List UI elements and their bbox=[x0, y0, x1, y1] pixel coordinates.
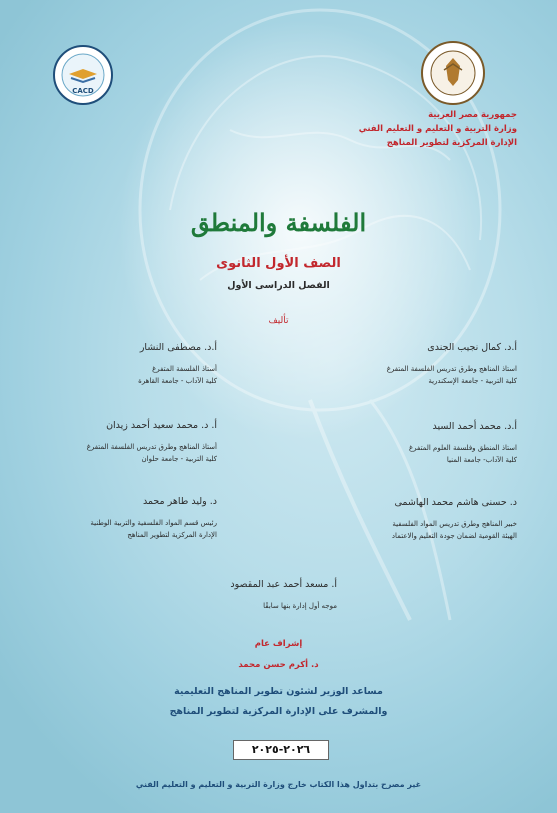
supervisor-title: والمشرف على الإدارة المركزية لتطوير المناهج bbox=[169, 706, 388, 717]
ministry-seal-icon bbox=[420, 40, 486, 106]
ministry-line: وزارة التربية و التعليم و التعليم الفني bbox=[358, 124, 517, 134]
author-entry bbox=[138, 342, 217, 387]
author-entry bbox=[387, 342, 517, 387]
author-position: استاذ المناهج وطرق تدريس الفلسفة المتفرغ bbox=[386, 365, 517, 373]
supervisor-name: د. أكرم حسن محمد bbox=[238, 660, 319, 670]
author-affiliation: كلية التربية - جامعة حلوان bbox=[141, 455, 217, 463]
cacd-logo-text: CACD bbox=[72, 87, 94, 95]
author-affiliation: الهيئة القومية لضمان جودة التعليم والاعتماد bbox=[391, 532, 517, 540]
author-entry bbox=[409, 421, 517, 466]
author-position: خبير المناهج وطرق تدريس المواد الفلسفية bbox=[392, 520, 517, 528]
author-position: أستاذ الفلسفة المتفرغ bbox=[152, 365, 217, 373]
supervision-label: إشراف عام bbox=[254, 639, 303, 649]
author-entry bbox=[392, 497, 517, 542]
author-name: أ. مسعد أحمد عبد المقصود bbox=[230, 579, 337, 590]
author-name: أ.د. مصطفى النشار bbox=[139, 342, 217, 353]
author-name: أ.د. محمد أحمد السيد bbox=[432, 421, 517, 432]
term-label: الفصل الدراسى الأول bbox=[227, 280, 330, 291]
author-affiliation: كلية الآداب- جامعة المنيا bbox=[446, 456, 517, 464]
author-affiliation: الإدارة المركزية لتطوير المناهج bbox=[127, 531, 217, 539]
author-position: استاذ المنطق وفلسفة العلوم المتفرغ bbox=[408, 444, 517, 452]
author-affiliation: كلية التربية - جامعة الإسكندرية bbox=[428, 377, 517, 385]
author-position: رئيس قسم المواد الفلسفية والتربية الوطنية bbox=[90, 519, 217, 527]
author-name: د. حسنى هاشم محمد الهاشمى bbox=[394, 497, 517, 508]
book-title: الفلسفة والمنطق bbox=[190, 208, 367, 237]
supervisor-title: مساعد الوزير لشئون تطوير المناهج التعليمية bbox=[174, 686, 383, 697]
ministry-header bbox=[317, 108, 517, 150]
footer-notice: غير مصرح بتداول هذا الكتاب خارج وزارة التربية و التعليم و التعليم الفني bbox=[135, 780, 422, 789]
author-name: أ.د. كمال نجيب الجندى bbox=[427, 342, 517, 353]
grade-label: الصف الأول الثانوى bbox=[216, 256, 341, 271]
academic-year: ٢٠٢٦-٢٠٢٥ bbox=[233, 740, 329, 760]
ministry-line: جمهورية مصر العربية bbox=[428, 110, 517, 120]
author-affiliation: كلية الآداب - جامعة القاهرة bbox=[138, 377, 217, 385]
ministry-line: الإدارة المركزية لتطوير المناهج bbox=[386, 138, 517, 148]
author-entry bbox=[230, 579, 337, 612]
cacd-logo bbox=[52, 44, 114, 106]
authored-label: تأليف bbox=[268, 316, 289, 326]
author-position: موجه أول إدارة بنها سابقًا bbox=[263, 602, 337, 610]
author-name: أ. د. محمد سعيد أحمد زيدان bbox=[106, 420, 217, 431]
author-entry bbox=[90, 496, 217, 541]
author-position: أستاذ المناهج وطرق تدريس الفلسفة المتفرغ bbox=[86, 443, 217, 451]
author-name: د. وليد طاهر محمد bbox=[142, 496, 217, 507]
author-entry bbox=[87, 420, 217, 465]
